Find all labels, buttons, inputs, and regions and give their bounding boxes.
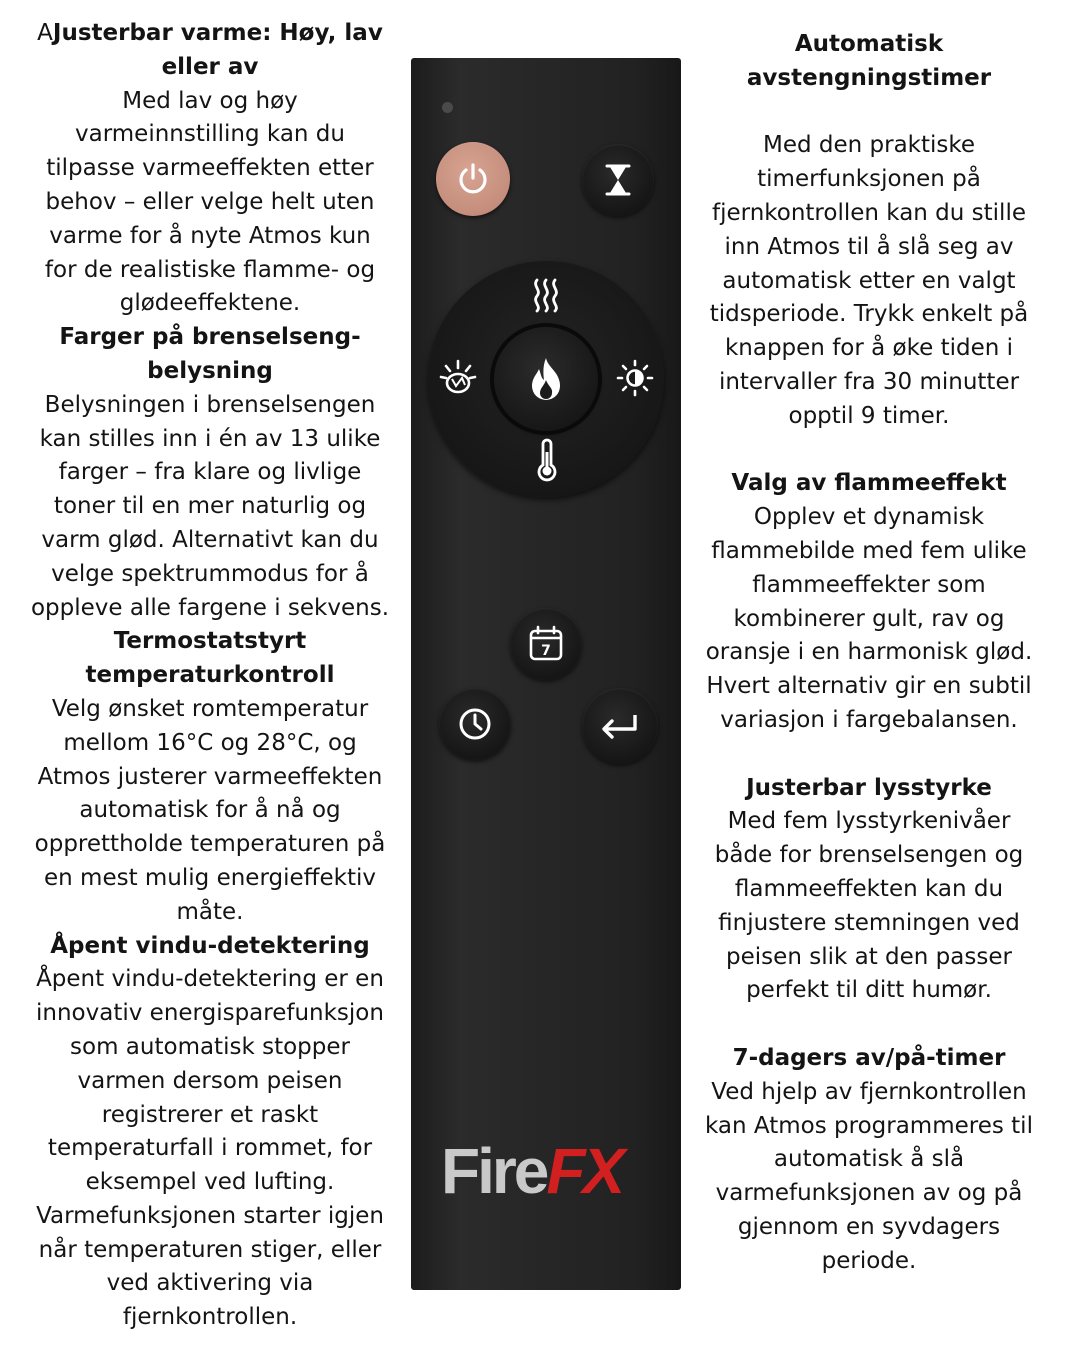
right-feature-column [704,28,1034,1278]
status-led [442,102,453,113]
feature-body-7-day-timer: Ved hjelp av fjernkontrollen kan Atmos programmeres til automatisk å slå varmefunksjonen av og på gjennom en syvdagers periode. [705,1078,1033,1274]
feature-heading-7-day-timer: 7-dagers av/på-timer [732,1044,1006,1071]
control-dial [428,261,664,497]
thermometer-icon [535,438,559,482]
feature-heading-auto-off-timer: Automatisk avstengningstimer [746,31,992,91]
logo-fx-text: FX [546,1135,623,1207]
brightness-button[interactable] [614,357,656,399]
heading-text: Justerbar varme: Høy, lav eller av [52,20,383,80]
enter-button[interactable] [582,688,658,764]
enter-icon [599,711,641,741]
fuel-bed-icon [438,357,478,397]
feature-heading-flame-effect: Valg av flammeeffekt [731,470,1007,497]
calendar-day-label: 7 [541,643,551,659]
feature-body-flame-effect: Opplev et dynamisk flammebilde med fem ulike flammeeffekter som kombinerer gult, rav og oransje i en harmonisk glød. Hvert alternativ gir en subtil variasjon i fargebalansen. [705,504,1033,733]
fuel-bed-button[interactable] [436,355,480,399]
spacer [704,434,1034,468]
feature-heading-adjustable-heat [30,17,390,85]
thermostat-button[interactable] [532,437,562,483]
timer-button[interactable] [582,144,654,216]
spacer [704,1008,1034,1042]
flame-button[interactable] [494,327,598,431]
stray-prefix: A [37,20,53,46]
heat-button[interactable] [526,273,566,317]
feature-body-fuel-bed-colors: Belysningen i brenselsengen kan stilles inn i én av 13 ulike farger – fra klare og livlige toner til en mer naturlig og varm glød. Alternativt kan du velge spektrummodus for å oppleve alle fargene i sekvens. [30,391,390,621]
feature-body-open-window: Åpent vindu-detektering er en innovativ energisparefunksjon som automatisk stopper varmen dersom peisen registrerer et raskt temperaturfall i rommet, for eksempel ved lufting. Varmefunksjonen starter igjen når temperaturen stiger, eller ved aktivering via fjernkontrollen. [36,966,384,1331]
spacer [704,738,1034,772]
firefx-logo [441,1136,651,1206]
feature-body-thermostat: Velg ønsket romtemperatur mellom 16°C og 28°C, og Atmos justerer varmeeffekten automatisk for å nå og opprettholde temperaturen på en mest mulig energieffektiv måte. [34,695,386,925]
feature-body-adjustable-heat: Med lav og høy varmeinnstilling kan du tilpasse varmeeffekten etter behov – eller velge helt uten varme for å nyte Atmos kun for de realistiske flamme- og glødeeffektene. [44,87,376,317]
calendar-icon [527,625,565,663]
spacer [704,96,1034,130]
logo-fire-text: Fire [441,1135,547,1207]
calendar-button[interactable] [510,608,582,680]
brightness-icon [616,359,654,397]
feature-heading-fuel-bed-colors: Farger på brenselseng-belysning [59,324,361,384]
power-icon [453,159,493,199]
left-feature-column [30,17,390,1335]
feature-heading-open-window: Åpent vindu-detektering [50,932,370,959]
power-button[interactable] [436,142,510,216]
feature-heading-brightness: Justerbar lysstyrke [746,774,992,801]
clock-icon [457,706,493,742]
feature-heading-thermostat: Termostatstyrt temperaturkontroll [85,628,335,689]
heat-waves-icon [529,276,563,314]
remote-control [411,58,681,1290]
clock-button[interactable] [439,688,511,760]
hourglass-icon [603,163,633,197]
feature-body-brightness: Med fem lysstyrkenivåer både for brenselsengen og flammeeffekten kan du finjustere stemningen ved peisen slik at den passer perfekt til ditt humør. [714,808,1024,1004]
flame-icon [526,356,566,402]
feature-body-auto-off-timer: Med den praktiske timerfunksjonen på fjernkontrollen kan du stille inn Atmos til å slå seg av automatisk etter en valgt tidsperiode. Trykk enkelt på knappen for å øke tiden i intervaller fra 30 minutter opptil 9 timer. [709,132,1029,429]
